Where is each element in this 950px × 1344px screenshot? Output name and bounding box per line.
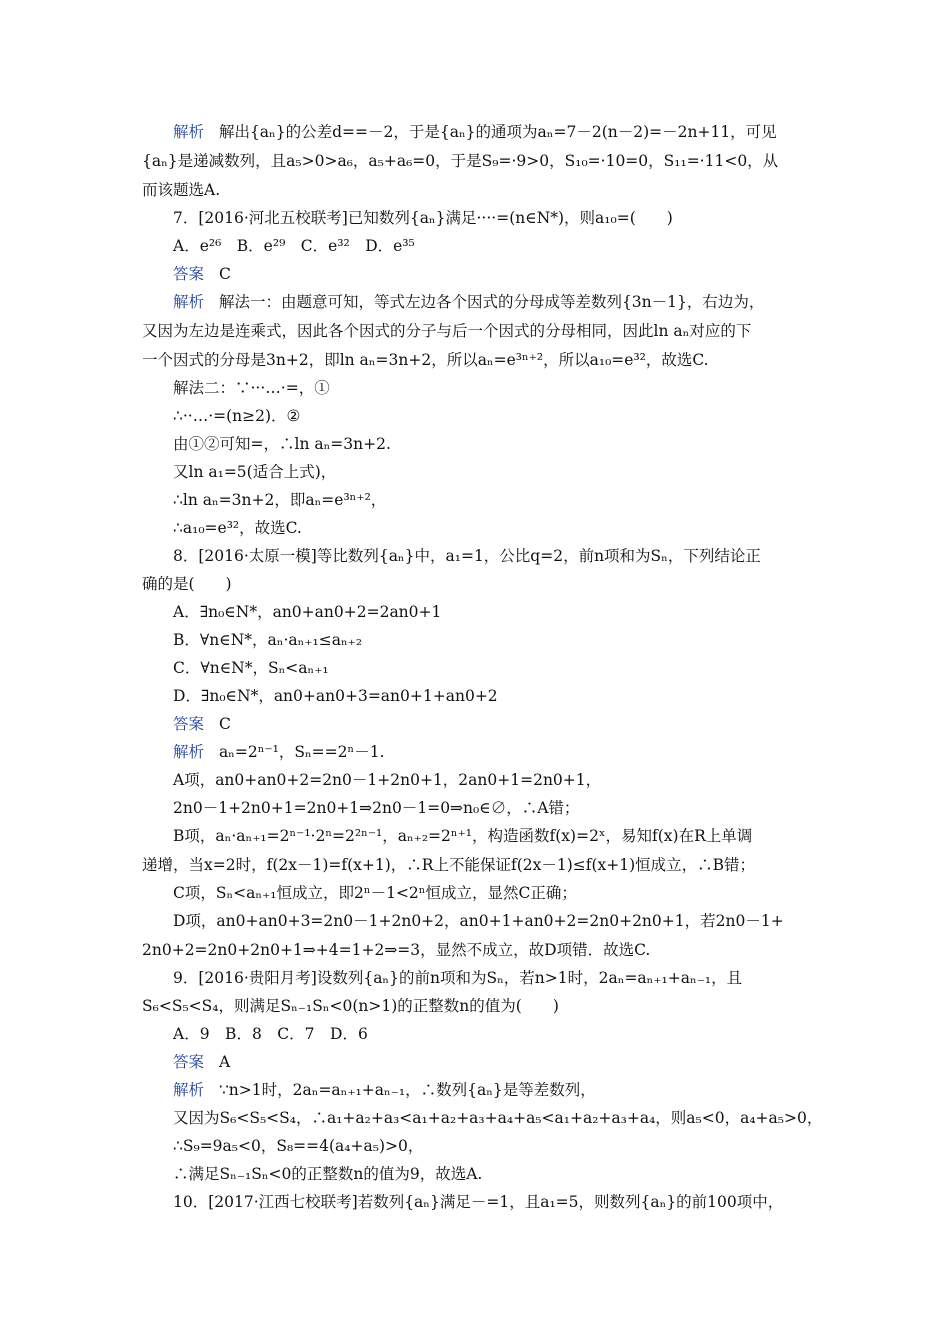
text-line: [173, 1192, 863, 1212]
text-line: [142, 940, 832, 960]
text-line: [142, 180, 832, 200]
line-text: 又因为左边是连乘式，因此各个因式的分子与后一个因式的分母相同，因此ln aₙ对应的下: [142, 322, 752, 340]
text-line: [173, 1052, 863, 1072]
text-line: [173, 236, 863, 256]
text-line: [173, 1164, 863, 1184]
text-line: [142, 151, 832, 171]
line-text: 2n0－1+2n0+1=2n0+1⇒2n0－1=0⇒n₀∈∅，∴A错；: [173, 799, 580, 817]
line-text: 10．[2017·江西七校联考]若数列{aₙ}满足－=1，且a₁=5，则数列{aₙ}的前100项中，: [173, 1193, 784, 1211]
line-text: 确的是( ): [142, 575, 232, 593]
text-line: [173, 911, 863, 931]
text-line: [173, 1108, 863, 1128]
analysis-label: 解析: [173, 293, 205, 311]
text-line: [173, 826, 863, 846]
text-line: [173, 490, 863, 510]
text-line: [173, 1136, 863, 1156]
text-line: [173, 968, 863, 988]
text-line: [173, 208, 863, 228]
analysis-label: 解析: [173, 1081, 205, 1099]
line-text: ∴满足Sₙ₋₁Sₙ<0的正整数n的值为9，故选A.: [173, 1165, 483, 1183]
line-text: D项，an0+an0+3=2n0－1+2n0+2，an0+1+an0+2=2n0+2n0+1，若2n0－1+: [173, 912, 784, 930]
line-text: {aₙ}是递减数列，且a₅>0>a₆，a₅+a₆=0，于是S₉=·9>0，S₁₀=·10=0，S₁₁=·11<0，从: [142, 152, 779, 170]
line-text: C．∀n∈N*，Sₙ<aₙ₊₁: [173, 659, 329, 677]
text-line: [173, 798, 863, 818]
line-text: A．e²⁶ B．e²⁹ C．e³² D．e³⁵: [173, 237, 415, 255]
answer-label: 答案: [173, 265, 205, 283]
line-text: 8．[2016·太原一模]等比数列{aₙ}中，a₁=1，公比q=2，前n项和为Sₙ，下列结论正: [173, 547, 761, 565]
text-line: [173, 686, 863, 706]
line-text: C: [214, 265, 231, 283]
line-text: 又ln a₁=5(适合上式)，: [173, 463, 337, 481]
text-line: [142, 855, 832, 875]
line-text: ∴··…·=(n≥2)．②: [173, 407, 301, 425]
line-text: 而该题选A.: [142, 181, 221, 199]
line-text: C: [214, 715, 231, 733]
line-text: B项，aₙ·aₙ₊₁=2ⁿ⁻¹·2ⁿ=2²ⁿ⁻¹，aₙ₊₂=2ⁿ⁺¹，构造函数f(x)=2ˣ，易知f(x)在R上单调: [173, 827, 753, 845]
line-text: 一个因式的分母是3n+2，即ln aₙ=3n+2，所以aₙ=e³ⁿ⁺²，所以a₁₀=e³²，故选C.: [142, 351, 709, 369]
text-line: [173, 292, 863, 312]
text-line: [173, 602, 863, 622]
analysis-label: 解析: [173, 123, 205, 141]
answer-label: 答案: [173, 715, 205, 733]
line-text: A项，an0+an0+2=2n0－1+2n0+1，2an0+1=2n0+1，: [173, 771, 602, 789]
text-line: [142, 321, 832, 341]
line-text: ∴ln aₙ=3n+2，即aₙ=e³ⁿ⁺²，: [173, 491, 387, 509]
line-text: 7．[2016·河北五校联考]已知数列{aₙ}满足····=(n∈N*)，则a₁₀=( ): [173, 209, 673, 227]
line-text: 由①②可知=，∴ln aₙ=3n+2.: [173, 435, 391, 453]
text-line: [142, 350, 832, 370]
text-line: [173, 1024, 863, 1044]
text-line: [173, 462, 863, 482]
text-line: [173, 546, 863, 566]
text-line: [173, 883, 863, 903]
line-text: C项，Sₙ<aₙ₊₁恒成立，即2ⁿ－1<2ⁿ恒成立，显然C正确；: [173, 884, 577, 902]
text-line: [173, 630, 863, 650]
line-text: 9．[2016·贵阳月考]设数列{aₙ}的前n项和为Sₙ，若n>1时，2aₙ=aₙ₊₁+aₙ₋₁，且: [173, 969, 743, 987]
line-text: ∴a₁₀=e³²，故选C.: [173, 519, 302, 537]
text-line: [142, 574, 832, 594]
line-text: B．∀n∈N*，aₙ·aₙ₊₁≤aₙ₊₂: [173, 631, 363, 649]
text-line: [173, 518, 863, 538]
text-line: [173, 742, 863, 762]
line-text: A．9 B．8 C．7 D．6: [173, 1025, 368, 1043]
text-line: [173, 378, 863, 398]
line-text: 又因为S₆<S₅<S₄，∴a₁+a₂+a₃<a₁+a₂+a₃+a₄+a₅<a₁+a₂+a₃+a₄，则a₅<0，a₄+a₅>0，: [173, 1109, 823, 1127]
line-text: aₙ=2ⁿ⁻¹，Sₙ==2ⁿ－1.: [214, 743, 385, 761]
text-line: [173, 714, 863, 734]
line-text: 2n0+2=2n0+2n0+1⇒+4=1+2⇒=3，显然不成立，故D项错．故选C.: [142, 941, 651, 959]
line-text: ∴S₉=9a₅<0，S₈==4(a₄+a₅)>0，: [173, 1137, 424, 1155]
line-text: A: [214, 1053, 231, 1071]
text-line: [173, 122, 863, 142]
line-text: S₆<S₅<S₄，则满足Sₙ₋₁Sₙ<0(n>1)的正整数n的值为( ): [142, 997, 559, 1015]
line-text: A．∃n₀∈N*，an0+an0+2=2an0+1: [173, 603, 442, 621]
line-text: D．∃n₀∈N*，an0+an0+3=an0+1+an0+2: [173, 687, 498, 705]
line-text: 解法一：由题意可知，等式左边各个因式的分母成等差数列{3n－1}，右边为，: [214, 293, 765, 311]
line-text: 解法二：∵···…·=，①: [173, 379, 330, 397]
text-line: [173, 406, 863, 426]
answer-label: 答案: [173, 1053, 205, 1071]
line-text: ∵n>1时，2aₙ=aₙ₊₁+aₙ₋₁，∴数列{aₙ}是等差数列，: [214, 1081, 596, 1099]
line-text: 解出{aₙ}的公差d==－2，于是{aₙ}的通项为aₙ=7－2(n－2)=－2n+11，可见: [214, 123, 777, 141]
text-line: [173, 770, 863, 790]
text-line: [173, 1080, 863, 1100]
text-line: [173, 658, 863, 678]
analysis-label: 解析: [173, 743, 205, 761]
text-line: [173, 264, 863, 284]
line-text: 递增，当x=2时，f(2x－1)=f(x+1)，∴R上不能保证f(2x－1)≤f(x+1)恒成立，∴B错；: [142, 856, 756, 874]
text-line: [142, 996, 832, 1016]
text-line: [173, 434, 863, 454]
